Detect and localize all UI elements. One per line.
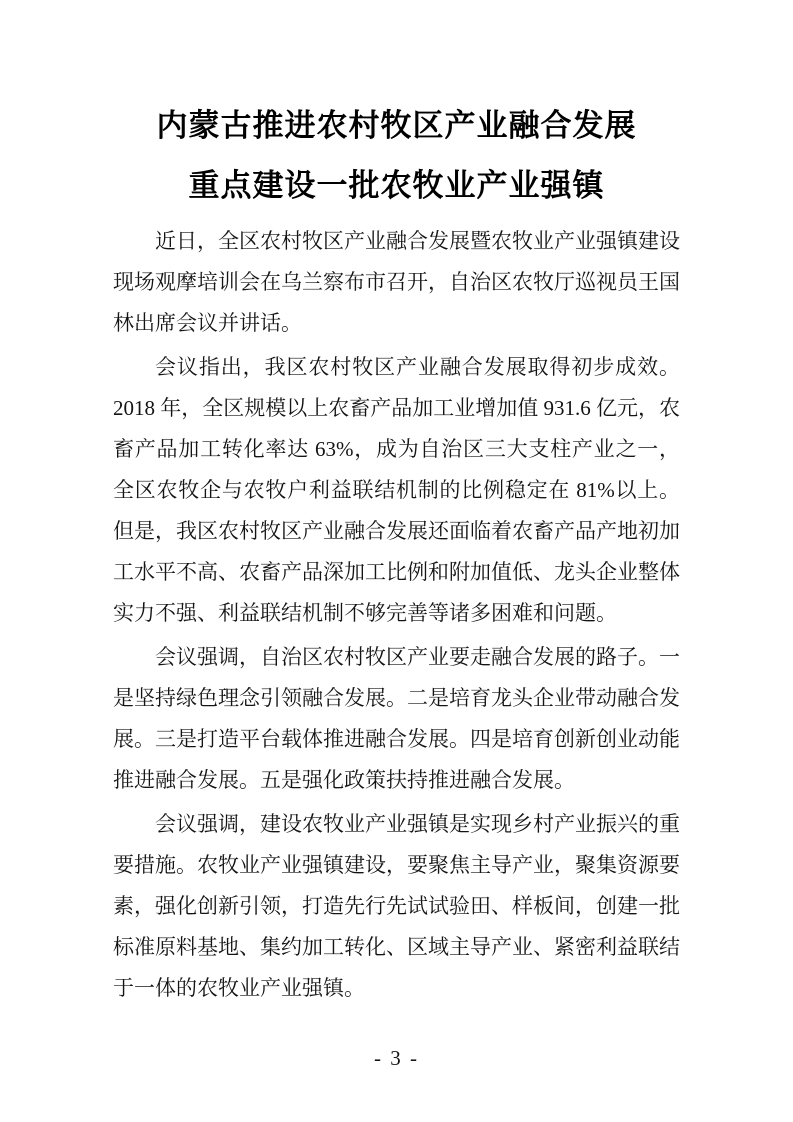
paragraph: 会议指出，我区农村牧区产业融合发展取得初步成效。2018 年，全区规模以上农畜产品加工业增加值 931.6 亿元，农畜产品加工转化率达 63%，成为自治区三大支柱产业之一，全区农牧企与农牧户利益联结机制的比例稳定在 81%以上。但是，我区农村牧区产业融合发展还面临着农畜产品产地初加工水平不高、农畜产品深加工比例和附加值低、龙头企业整体实力不强、利益联结机制不够完善等诸多困难和问题。: [113, 355, 680, 625]
paragraph: 会议强调，建设农牧业产业强镇是实现乡村产业振兴的重要措施。农牧业产业强镇建设，要聚焦主导产业，聚集资源要素，强化创新引领，打造先行先试试验田、样板间，创建一批标准原料基地、集约加工转化、区域主导产业、紧密利益联结于一体的农牧业产业强镇。: [113, 812, 680, 1000]
page-number: - 3 -: [374, 1046, 419, 1070]
document-title: [113, 96, 680, 216]
document-title-line-1: 内蒙古推进农村牧区产业融合发展: [156, 108, 637, 143]
document-title-line-2: 重点建设一批农牧业产业强镇: [188, 168, 605, 203]
paragraph: 会议强调，自治区农村牧区产业要走融合发展的路子。一是坚持绿色理念引领融合发展。二是培育龙头企业带动融合发展。三是打造平台载体推进融合发展。四是培育创新创业动能推进融合发展。五是强化政策扶持推进融合发展。: [113, 645, 680, 792]
document-body: [113, 221, 680, 1009]
document-content: [113, 96, 680, 1009]
paragraph: 近日，全区农村牧区产业融合发展暨农牧业产业强镇建设现场观摩培训会在乌兰察布市召开，自治区农牧厅巡视员王国林出席会议并讲话。: [113, 229, 680, 335]
